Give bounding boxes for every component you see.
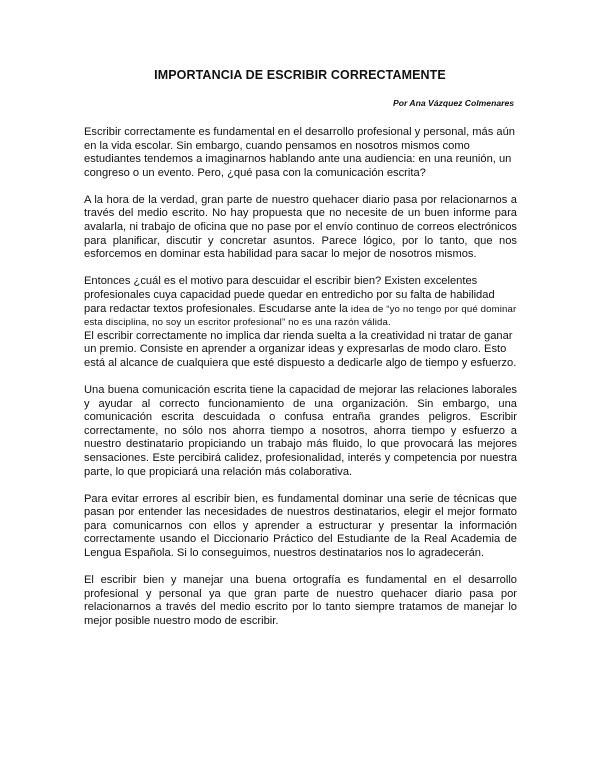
document-body	[84, 126, 517, 642]
paragraph-5: Una buena comunicación escrita tiene la capacidad de mejorar las relaciones laborales y ayudar al correcto funcionamiento de una organización. Sin embargo, una comunicación escrita descuidada o confusa entraña grandes peligros. Escribir correctamente, no sólo nos ahorra tiempo a nosotros, ahorra tiempo y esfuerzo a nuestro destinatario propiciando un trabajo más fluido, lo que provocará las mejores sensaciones. Este percibirá calidez, profesionalidad, interés y competencia por nuestra parte, lo que propiciará una relación más colaborativa.	[84, 384, 517, 478]
paragraph-7: El escribir bien y manejar una buena ortografía es fundamental en el desarrollo profesional y personal ya que gran parte de nuestro quehacer diario pasa por relacionarnos a través del medio escrito por lo tanto siempre tratamos de manejar lo mejor posible nuestro modo de escribir.	[84, 574, 517, 627]
document-title: IMPORTANCIA DE ESCRIBIR CORRECTAMENTE	[154, 68, 446, 82]
paragraph-3	[84, 275, 517, 329]
paragraph-4: El escribir correctamente no implica dar rienda suelta a la creatividad ni tratar de ganar un premio. Consiste en aprender a organizar ideas y expresarlas de modo claro. Esto está al alcance de cualquiera que esté dispuesto a dedicarle algo de tiempo y esfuerzo.	[84, 329, 517, 369]
paragraph-3-text: Entonces ¿cuál es el motivo para descuidar el escribir bien? Existen excelentes profesionales cuya capacidad puede quedar en entredicho por su falta de habilidad para redactar textos profesionales. Escudarse ante la	[84, 275, 495, 315]
paragraph-1: Escribir correctamente es fundamental en el desarrollo profesional y personal, más aún en la vida escolar. Sin embargo, cuando pensamos en nosotros mismos como estudiantes tendemos a imaginarnos hablando ante una audiencia: en una reunión, un congreso o un evento. Pero, ¿qué pasa con la comunicación escrita?	[84, 126, 515, 179]
paragraph-2: A la hora de la verdad, gran parte de nuestro quehacer diario pasa por relacionarnos a través del medio escrito. No hay propuesta que no necesite de un buen informe para avalarla, ni trabajo de oficina que no pase por el envío continuo de correos electrónicos para planificar, discutir y concretar asuntos. Parece lógico, por lo tanto, que nos esforcemos en dominar esta habilidad para sacar lo mejor de nosotros mismos.	[84, 193, 517, 261]
paragraph-3-quote: idea de “yo no tengo por qué dominar esta disciplina, no soy un escritor profesional” no es una razón válida.	[84, 303, 517, 329]
paragraph-6: Para evitar errores al escribir bien, es fundamental dominar una serie de técnicas que pasan por entender las necesidades de nuestros destinatarios, elegir el mejor formato para comunicarnos con ellos y aprender a estructurar y presentar la información correctamente usando el Diccionario Práctico del Estudiante de la Real Academia de Lengua Española. Si lo conseguimos, nuestros destinatarios nos lo agradecerán.	[84, 492, 517, 560]
author-byline: Por Ana Vázquez Colmenares	[393, 98, 514, 108]
